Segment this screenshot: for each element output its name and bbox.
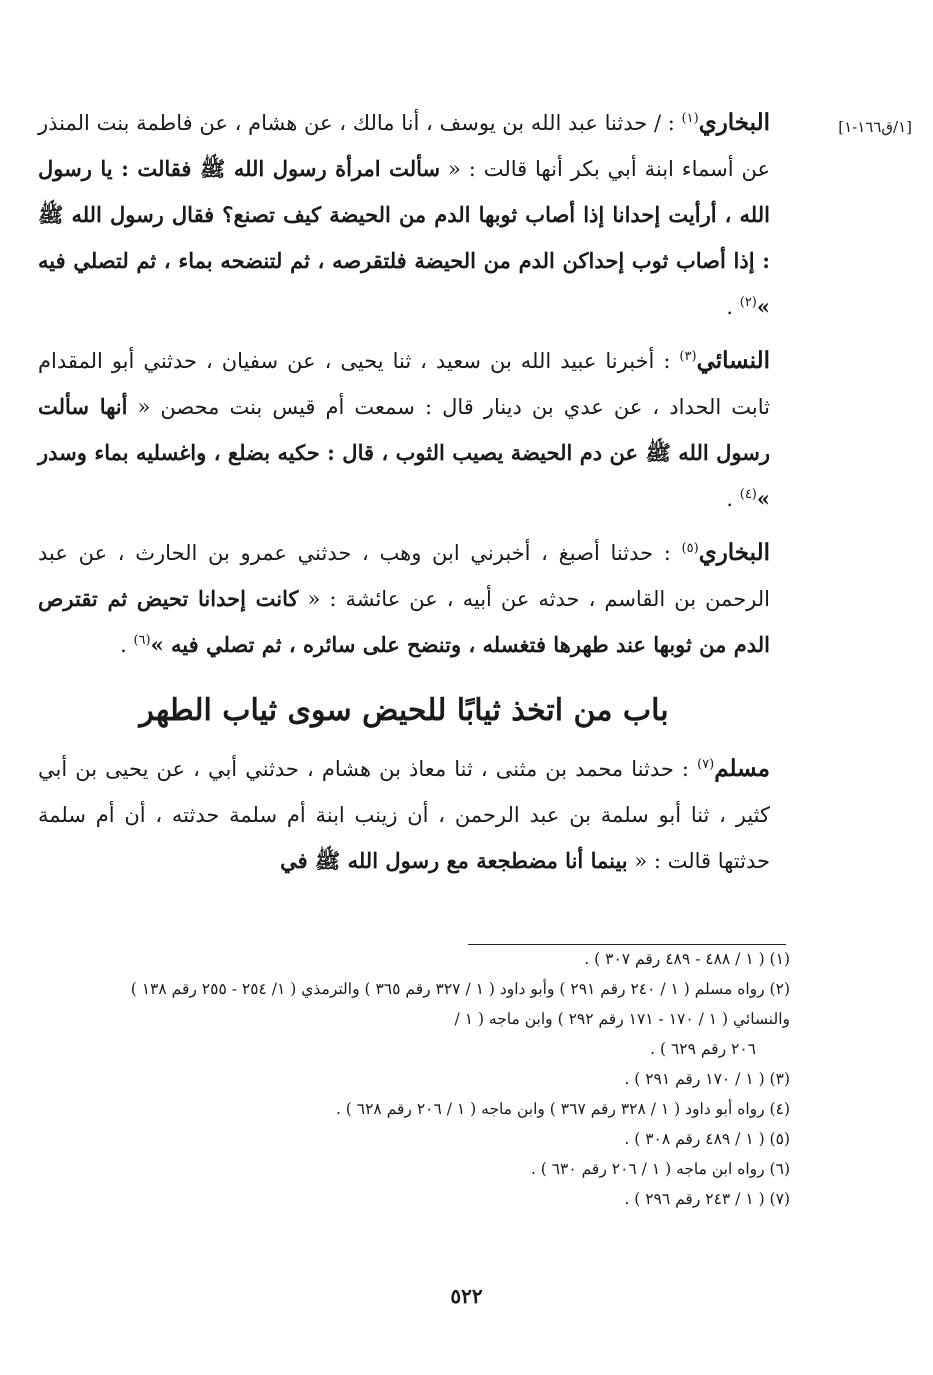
hadith-text: كانت إحدانا تحيض ثم تقترص الدم من ثوبها عند طهرها فتغسله ، وتنضح على سائره ، ثم تصلي فيه » xyxy=(38,586,770,657)
footnote-continuation: ٢٠٦ رقم ٦٢٩ ) . xyxy=(650,1040,756,1058)
paragraph-end: . xyxy=(726,487,740,511)
isnad-chain: : أخبرنا عبيد الله بن سعيد ، ثنا يحيى ، عن سفيان ، حدثني أبو المقدام ثابت الحداد ، عن عدي بن دينار قال : سمعت أم قيس بنت محصن « xyxy=(38,349,770,419)
source-name: مسلم xyxy=(714,755,770,782)
footnote-ref: (١) xyxy=(681,111,699,126)
page-number: ٥٢٢ xyxy=(450,1284,483,1308)
footnote-ref: (٦) xyxy=(133,633,151,648)
main-text xyxy=(38,100,770,884)
footnote: (٤) رواه أبو داود ( ١ / ٣٢٨ رقم ٣٦٧ ) وابن ماجه ( ١ / ٢٠٦ رقم ٦٢٨ ) . xyxy=(335,1100,790,1118)
hadith-paragraph xyxy=(38,746,770,884)
footnote-ref: (٧) xyxy=(697,757,715,772)
chapter-heading: باب من اتخذ ثيابًا للحيض سوى ثياب الطهر xyxy=(139,693,669,728)
hadith-text: بينما أنا مضطجعة مع رسول الله ﷺ في xyxy=(280,848,628,873)
isnad-chain: : / حدثنا عبد الله بن يوسف ، أنا مالك ، عن هشام ، عن فاطمة بنت المنذر عن أسماء ابنة أبي بكر أنها قالت : « xyxy=(38,111,770,181)
hadith-text: سألت امرأة رسول الله ﷺ فقالت : يا رسول الله ، أرأيت إحدانا إذا أصاب ثوبها الدم من الحيضة كيف تصنع؟ فقال رسول الله ﷺ : إذا أصاب ثوب إحداكن الدم من الحيضة فلتقرصه ، ثم لتنضحه بماء ، ثم لتصلي فيه » xyxy=(38,156,770,319)
hadith-text: أنها سألت رسول الله ﷺ عن دم الحيضة يصيب الثوب ، قال : حكيه بضلع ، واغسليه بماء وسدر » xyxy=(38,394,770,511)
hadith-paragraph xyxy=(38,100,770,330)
manuscript-folio-note: [١/ق١٦٦-١] xyxy=(838,118,912,136)
footnote: (٧) ( ١ / ٢٤٣ رقم ٢٩٦ ) . xyxy=(624,1190,790,1208)
paragraph-end: . xyxy=(120,633,134,657)
isnad-chain: : حدثنا أصبغ ، أخبرني ابن وهب ، حدثني عمرو بن الحارث ، عن عبد الرحمن بن القاسم ، حدثه عن أبيه ، عن عائشة : « xyxy=(38,541,770,611)
footnote: (٣) ( ١ / ١٧٠ رقم ٢٩١ ) . xyxy=(624,1070,790,1088)
footnotes xyxy=(110,944,790,1214)
paragraph-end: . xyxy=(726,295,740,319)
footnote: (١) ( ١ / ٤٨٨ - ٤٨٩ رقم ٣٠٧ ) . xyxy=(584,950,790,968)
footnote-ref: (٥) xyxy=(681,541,699,556)
source-name: البخاري xyxy=(698,539,770,566)
hadith-paragraph xyxy=(38,530,770,668)
source-name: البخاري xyxy=(698,109,770,136)
footnote: (٥) ( ١ / ٤٨٩ رقم ٣٠٨ ) . xyxy=(624,1130,790,1148)
hadith-paragraph xyxy=(38,338,770,522)
footnote-ref: (٢) xyxy=(739,295,757,310)
footnote: (٦) رواه ابن ماجه ( ١ / ٢٠٦ رقم ٦٣٠ ) . xyxy=(530,1160,790,1178)
footnote-ref: (٣) xyxy=(679,349,697,364)
isnad-chain: : حدثنا محمد بن مثنى ، ثنا معاذ بن هشام ، حدثني أبي ، عن يحيى بن أبي كثير ، ثنا أبو سلمة بن عبد الرحمن ، أن زينب ابنة أم سلمة حدثته ، أن أم سلمة حدثتها قالت : « xyxy=(38,757,770,873)
footnote: (٢) رواه مسلم ( ١ / ٢٤٠ رقم ٢٩١ ) وأبو داود ( ١ / ٣٢٧ رقم ٣٦٥ ) والترمذي ( ١/ ٢٥٤ - ٢٥٥ رقم ١٣٨ ) والنسائي ( ١ / ١٧٠ - ١٧١ رقم ٢٩٢ ) وابن ماجه ( ١ / xyxy=(130,980,790,1028)
source-name: النسائي xyxy=(696,347,770,374)
footnote-ref: (٤) xyxy=(739,487,757,502)
